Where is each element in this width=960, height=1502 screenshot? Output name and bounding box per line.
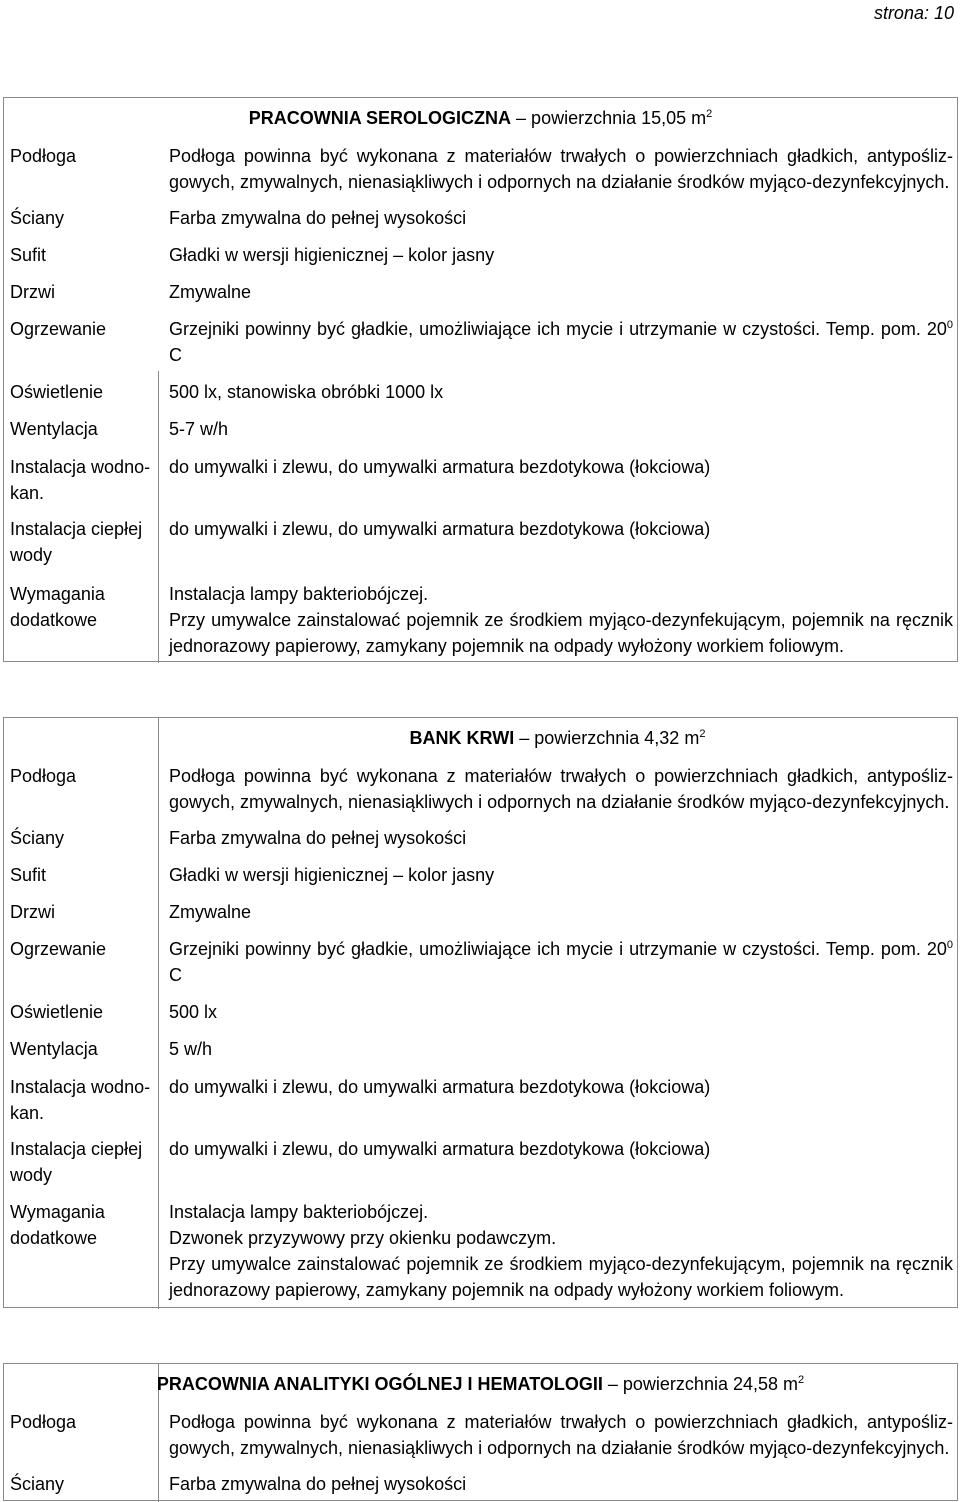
label-floor: Podłoga — [10, 1412, 77, 1432]
value-doors: Zmywalne — [169, 282, 252, 302]
room-area: – powierzchnia 15,05 m — [516, 108, 707, 128]
label-lighting: Oświetlenie — [10, 1002, 104, 1022]
label-lighting: Oświetlenie — [10, 382, 104, 402]
value-walls: Farba zmywalna do pełnej wysokości — [169, 1474, 467, 1494]
room-section-analityka — [3, 1363, 958, 1501]
label-water-sewage: Instalacja wodno-kan. — [10, 457, 151, 503]
value-floor: Podłoga powinna być wykonana z materiałów trwałych o powierzchniach gładkich, antypoślizgowych, zmywalnych, nienasiąkliwych i odpornych na działanie środków myjąco-dezynfekcyjnych. — [169, 146, 953, 192]
room-name: PRACOWNIA ANALITYKI OGÓLNEJ I HEMATOLOGII — [156, 1374, 603, 1394]
room-area: – powierzchnia 4,32 m — [519, 728, 700, 748]
heating-text: Grzejniki powinny być gładkie, umożliwiające ich mycie i utrzymanie w czystości. Temp. pom. 20 — [169, 319, 947, 339]
value-lighting: 500 lx — [169, 1002, 218, 1022]
room-area: – powierzchnia 24,58 m — [607, 1374, 798, 1394]
value-hot-water: do umywalki i zlewu, do umywalki armatura bezdotykowa (łokciowa) — [169, 519, 711, 539]
value-hot-water: do umywalki i zlewu, do umywalki armatura bezdotykowa (łokciowa) — [169, 1139, 711, 1159]
label-hot-water: Instalacja ciepłej wody — [10, 1139, 143, 1185]
area-unit-exponent: 2 — [706, 108, 713, 120]
value-ceiling: Gładki w wersji higienicznej – kolor jasny — [169, 245, 495, 265]
label-additional: Wymagania dodatkowe — [10, 584, 105, 630]
room-name: PRACOWNIA SEROLOGICZNA — [248, 108, 512, 128]
label-floor: Podłoga — [10, 146, 77, 166]
value-ventilation: 5-7 w/h — [169, 419, 229, 439]
label-floor: Podłoga — [10, 766, 77, 786]
value-walls: Farba zmywalna do pełnej wysokości — [169, 828, 467, 848]
section-title — [4, 1372, 957, 1396]
label-doors: Drzwi — [10, 282, 55, 302]
column-divider — [158, 371, 159, 663]
room-name: BANK KRWI — [409, 728, 515, 748]
label-walls: Ściany — [10, 208, 65, 228]
heating-unit: C — [169, 965, 182, 985]
heating-text: Grzejniki powinny być gładkie, umożliwiające ich mycie i utrzymanie w czystości. Temp. pom. 20 — [169, 939, 947, 959]
label-heating: Ogrzewanie — [10, 319, 107, 339]
additional-line: Przy umywalce zainstalować pojemnik ze środkiem myjąco-dezynfekującym, pojemnik na ręcznik jednorazowy papierowy, zamykany pojemnik na odpady wyłożony workiem foliowym. — [169, 610, 953, 656]
value-ventilation: 5 w/h — [169, 1039, 213, 1059]
area-unit-exponent: 2 — [699, 728, 706, 740]
column-divider — [158, 718, 159, 1309]
heating-unit: C — [169, 345, 182, 365]
label-walls: Ściany — [10, 1474, 65, 1494]
label-ceiling: Sufit — [10, 245, 47, 265]
label-ventilation: Wentylacja — [10, 1039, 98, 1059]
label-heating: Ogrzewanie — [10, 939, 107, 959]
room-section-bank-krwi — [3, 717, 958, 1308]
room-section-serologia — [3, 97, 958, 662]
value-heating — [169, 316, 953, 368]
value-water-sewage: do umywalki i zlewu, do umywalki armatura bezdotykowa (łokciowa) — [169, 1077, 711, 1097]
value-walls: Farba zmywalna do pełnej wysokości — [169, 208, 467, 228]
additional-line: Dzwonek przyzywowy przy okienku podawczym. — [169, 1228, 557, 1248]
additional-line: Instalacja lampy bakteriobójczej. — [169, 584, 429, 604]
value-additional — [169, 1199, 953, 1303]
value-ceiling: Gładki w wersji higienicznej – kolor jasny — [169, 865, 495, 885]
label-doors: Drzwi — [10, 902, 55, 922]
section-title — [81, 726, 960, 750]
value-doors: Zmywalne — [169, 902, 252, 922]
degree-sup: 0 — [946, 939, 953, 951]
label-walls: Ściany — [10, 828, 65, 848]
label-hot-water: Instalacja ciepłej wody — [10, 519, 143, 565]
value-floor: Podłoga powinna być wykonana z materiałów trwałych o powierzchniach gładkich, antypoślizgowych, zmywalnych, nienasiąkliwych i odpornych na działanie środków myjąco-dezynfekcyjnych. — [169, 1412, 953, 1458]
value-lighting: 500 lx, stanowiska obróbki 1000 lx — [169, 382, 444, 402]
value-additional — [169, 581, 953, 659]
value-heating — [169, 936, 953, 988]
additional-line: Instalacja lampy bakteriobójczej. — [169, 1202, 429, 1222]
additional-line: Przy umywalce zainstalować pojemnik ze środkiem myjąco-dezynfekującym, pojemnik na ręcznik jednorazowy papierowy, zamykany pojemnik na odpady wyłożony workiem foliowym. — [169, 1254, 953, 1300]
area-unit-exponent: 2 — [798, 1374, 805, 1386]
section-title — [4, 106, 957, 130]
label-water-sewage: Instalacja wodno-kan. — [10, 1077, 151, 1123]
value-floor: Podłoga powinna być wykonana z materiałów trwałych o powierzchniach gładkich, antypoślizgowych, zmywalnych, nienasiąkliwych i odpornych na działanie środków myjąco-dezynfekcyjnych. — [169, 766, 953, 812]
page-number: strona: 10 — [873, 3, 954, 23]
value-water-sewage: do umywalki i zlewu, do umywalki armatura bezdotykowa (łokciowa) — [169, 457, 711, 477]
label-ventilation: Wentylacja — [10, 419, 98, 439]
degree-sup: 0 — [946, 319, 953, 331]
label-ceiling: Sufit — [10, 865, 47, 885]
label-additional: Wymagania dodatkowe — [10, 1202, 105, 1248]
